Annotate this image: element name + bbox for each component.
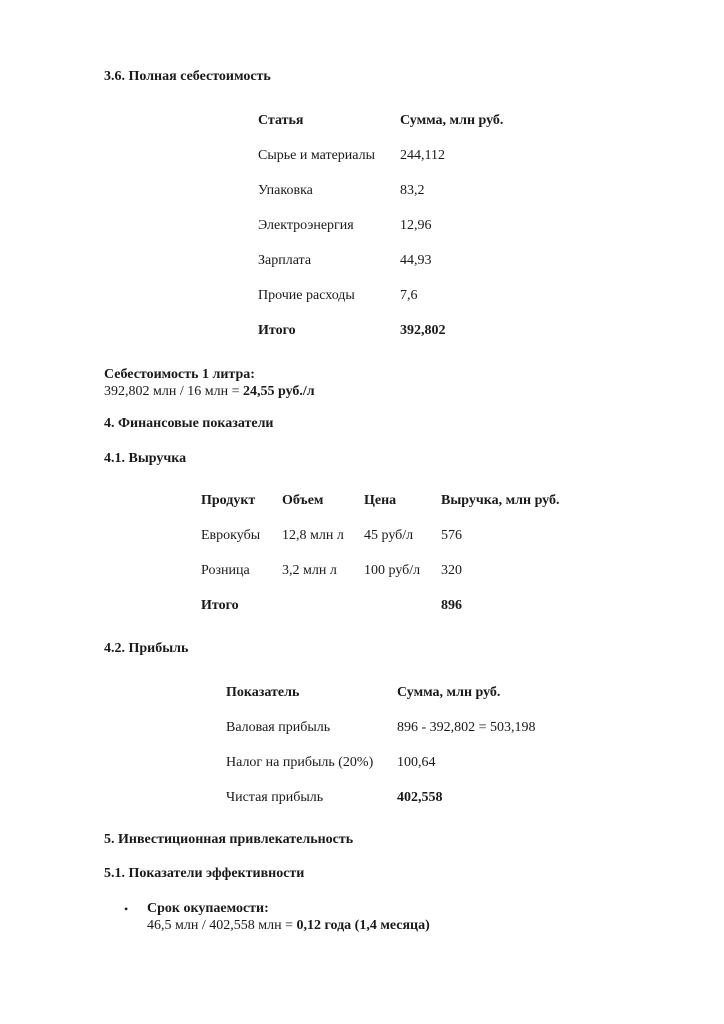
table-cell: Чистая прибыль — [226, 790, 324, 805]
table-cell: Электроэнергия — [258, 218, 354, 233]
unit-cost-block — [104, 366, 315, 400]
table-cell: 402,558 — [397, 790, 443, 805]
column-header: Цена — [364, 493, 397, 508]
section-heading-4: 4. Финансовые показатели — [104, 416, 274, 431]
table-header-row — [226, 685, 536, 720]
table-cell: Валовая прибыль — [226, 720, 331, 735]
section-heading-5-1: 5.1. Показатели эффективности — [104, 866, 305, 881]
table-cell: 100,64 — [397, 755, 436, 770]
column-header: Сумма, млн руб. — [400, 113, 504, 128]
table-row — [226, 720, 536, 755]
table-cell: Итого — [258, 323, 296, 338]
table-cell: Упаковка — [258, 183, 313, 198]
section-heading-5: 5. Инвестиционная привлекательность — [104, 832, 354, 847]
payback-formula: 46,5 млн / 402,558 млн = — [147, 918, 297, 933]
table-cell: Итого — [201, 598, 239, 613]
table-cell: 244,112 — [400, 148, 445, 163]
table-cell: 3,2 млн л — [282, 563, 337, 578]
unit-cost-result: 24,55 руб./л — [242, 384, 315, 399]
column-header: Статья — [258, 113, 304, 128]
table-row — [226, 755, 536, 790]
column-header: Продукт — [201, 493, 256, 508]
table-cell: 392,802 — [400, 323, 446, 338]
table-cell: 7,6 — [400, 288, 418, 303]
column-header: Объем — [282, 493, 324, 508]
column-header: Показатель — [226, 685, 300, 700]
section-heading-3-6: 3.6. Полная себестоимость — [104, 69, 271, 84]
table-cell: Еврокубы — [201, 528, 261, 543]
table-cell: 12,96 — [400, 218, 432, 233]
table-cell — [364, 598, 441, 633]
table-header-row — [201, 493, 560, 528]
table-row — [201, 528, 560, 563]
section-heading-4-2: 4.2. Прибыль — [104, 641, 189, 656]
table-row — [258, 148, 503, 183]
unit-cost-line — [104, 383, 315, 400]
payback-item — [147, 900, 430, 934]
section-heading-4-1: 4.1. Выручка — [104, 451, 187, 466]
table-cell: Налог на прибыль (20%) — [226, 755, 374, 770]
table-total-row — [201, 598, 560, 633]
table-header-row — [258, 113, 503, 148]
payback-label: Срок окупаемости: — [147, 901, 269, 916]
table-cell: Сырье и материалы — [258, 148, 376, 163]
bullet-icon: • — [124, 902, 129, 916]
table-cell: 45 руб/л — [364, 528, 414, 543]
column-header: Выручка, млн руб. — [441, 493, 560, 508]
cost-table — [258, 113, 503, 358]
table-cell: 100 руб/л — [364, 563, 421, 578]
profit-table — [226, 685, 536, 825]
table-row — [258, 288, 503, 323]
table-total-row — [258, 323, 503, 358]
payback-result: 0,12 года (1,4 месяца) — [296, 918, 430, 933]
revenue-table — [201, 493, 560, 633]
table-cell: Прочие расходы — [258, 288, 355, 303]
table-row — [201, 563, 560, 598]
table-cell: 896 - 392,802 = 503,198 — [397, 720, 536, 735]
payback-line — [147, 917, 430, 934]
table-cell: 896 — [441, 598, 462, 613]
table-cell: 320 — [441, 563, 462, 578]
table-total-row — [226, 790, 536, 825]
table-cell: 44,93 — [400, 253, 432, 268]
table-row — [258, 218, 503, 253]
table-cell: Зарплата — [258, 253, 312, 268]
table-row — [258, 253, 503, 288]
table-cell — [282, 598, 364, 633]
table-row — [258, 183, 503, 218]
table-cell: 12,8 млн л — [282, 528, 344, 543]
unit-cost-formula: 392,802 млн / 16 млн = — [104, 384, 243, 399]
table-cell: 83,2 — [400, 183, 425, 198]
unit-cost-label: Себестоимость 1 литра: — [104, 367, 255, 382]
table-cell: 576 — [441, 528, 462, 543]
column-header: Сумма, млн руб. — [397, 685, 501, 700]
table-cell: Розница — [201, 563, 250, 578]
